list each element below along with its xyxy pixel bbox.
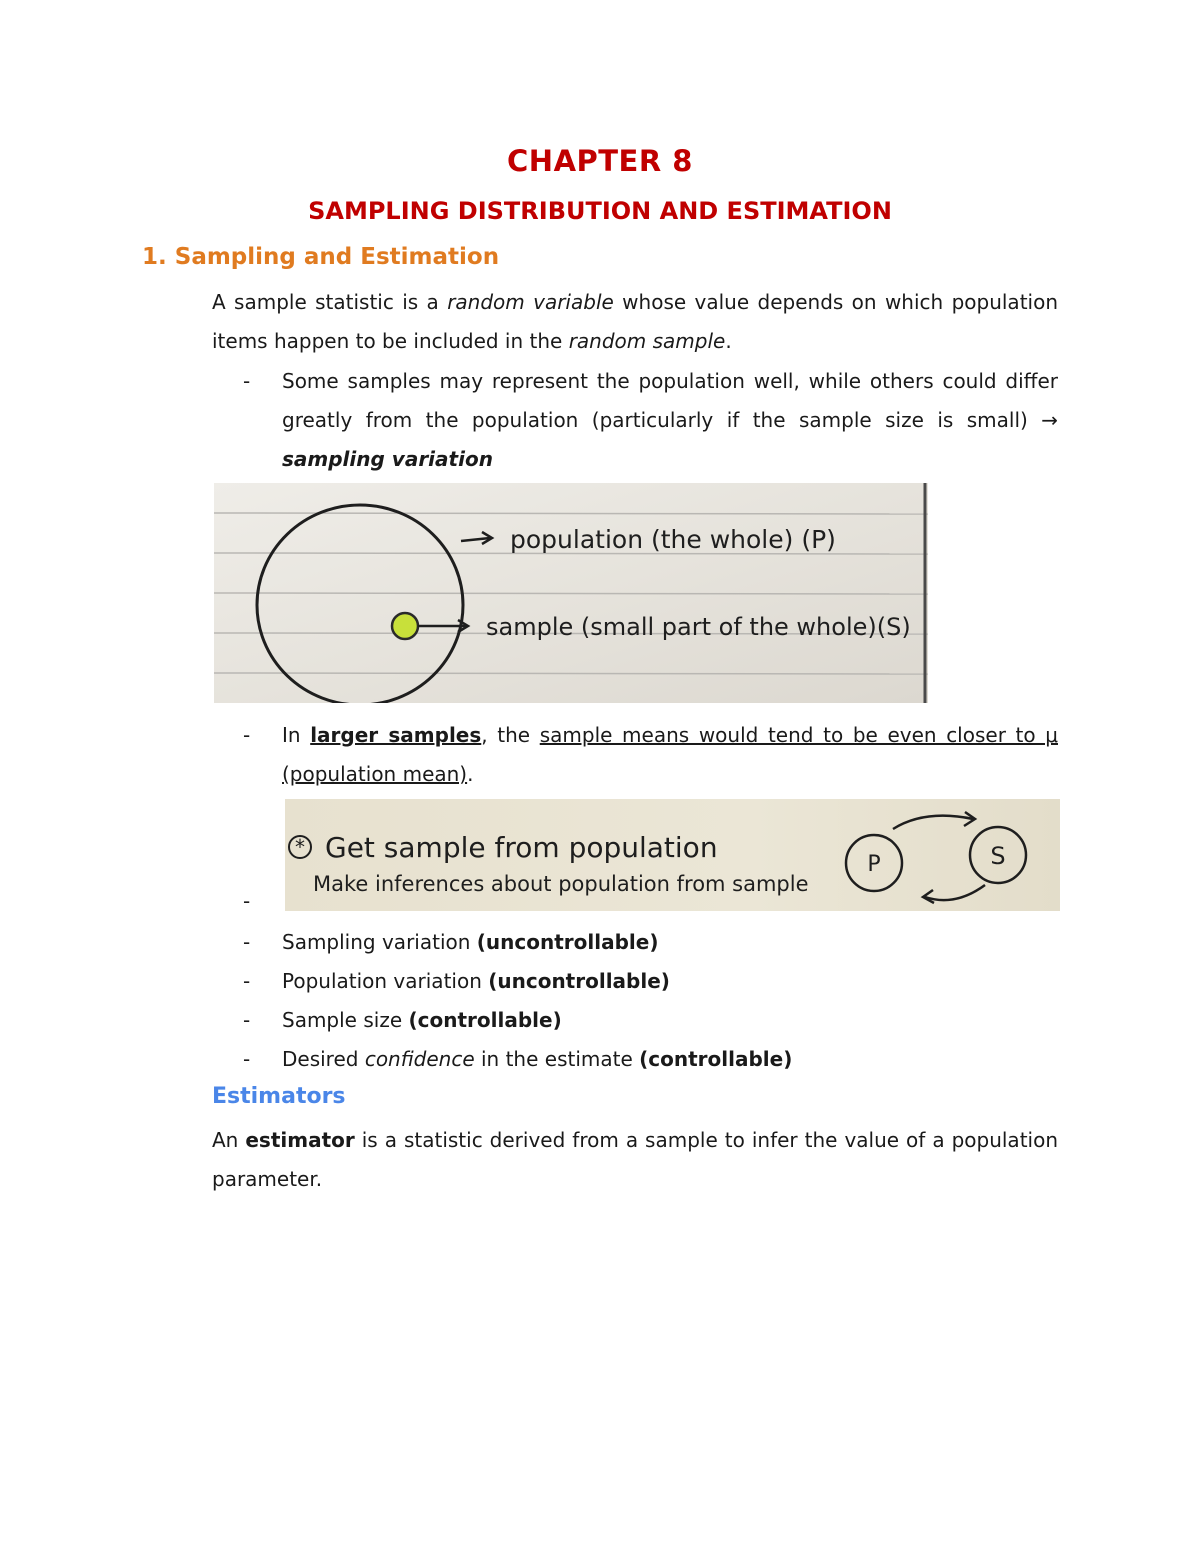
factor-text: Sample size: [282, 1008, 409, 1032]
intro-text-1: A sample statistic is a: [212, 290, 448, 314]
bullet-marker: -: [243, 369, 251, 393]
node-s-label: S: [990, 842, 1006, 870]
intro-text-3: .: [725, 329, 732, 353]
bullet-marker: -: [243, 889, 251, 913]
intro-italic-random-variable: random variable: [447, 290, 614, 314]
bullet2-bold-larger-samples: larger samples: [310, 723, 482, 747]
intro-paragraph: [212, 283, 1058, 361]
factor-item: [282, 1001, 1058, 1040]
bullet-marker: -: [243, 723, 251, 747]
sample-dot: [392, 613, 418, 639]
factor-text: Sampling variation: [282, 930, 477, 954]
factor-bold: (uncontrollable): [488, 969, 670, 993]
population-sample-sketch: [214, 483, 928, 703]
estimators-bold: estimator: [245, 1128, 355, 1152]
bullet-marker: -: [243, 969, 251, 993]
bullet2-text-2: , the: [481, 723, 540, 747]
bullet1-text: Some samples may represent the population well, while others could differ greatly from the population (particularly if the sample size is small) →: [282, 369, 1058, 432]
inference-line-1: Get sample from population: [325, 831, 718, 864]
factor-item: [282, 923, 1058, 962]
estimators-paragraph: [212, 1121, 1058, 1199]
label-population: population (the whole) (P): [510, 525, 836, 554]
estimators-text-2: is a statistic derived from a sample to infer the value of a population parameter.: [212, 1128, 1059, 1191]
estimators-text-1: An: [212, 1128, 246, 1152]
bullet-marker: -: [243, 1008, 251, 1032]
intro-italic-random-sample: random sample: [568, 329, 726, 353]
chapter-title: CHAPTER 8: [507, 144, 693, 178]
factor-bold: (controllable): [408, 1008, 562, 1032]
star-icon: *: [295, 835, 305, 859]
inference-photo: [285, 799, 1060, 911]
bullet-larger-samples: [282, 716, 1058, 794]
factor-text-mid: in the estimate: [474, 1047, 640, 1071]
node-p-label: P: [867, 852, 881, 877]
factor-italic: confidence: [364, 1047, 475, 1071]
factor-bold: (uncontrollable): [476, 930, 659, 954]
intro-text-2: whose value depends on which population items happen to be included in the: [212, 290, 1059, 353]
inference-sketch: [285, 799, 1060, 911]
factor-text: Desired: [282, 1047, 365, 1071]
chapter-subtitle: SAMPLING DISTRIBUTION AND ESTIMATION: [308, 197, 892, 225]
factor-item: [282, 1040, 1058, 1079]
bullet2-underlined: sample means would tend to be even closer to μ (population mean): [282, 723, 1058, 786]
estimators-heading: Estimators: [212, 1084, 346, 1109]
inference-line-2: Make inferences about population from sample: [313, 872, 809, 896]
bullet2-text-3: .: [467, 762, 474, 786]
bullet-marker: -: [243, 930, 251, 954]
label-sample: sample (small part of the whole)(S): [486, 613, 911, 641]
bullet-sampling-variation: [282, 362, 1058, 479]
factor-bold: (controllable): [639, 1047, 793, 1071]
section-heading: 1. Sampling and Estimation: [142, 244, 500, 270]
bullet2-text-1: In: [282, 723, 311, 747]
bullet-marker: -: [243, 1047, 251, 1071]
bullet1-bold: sampling variation: [282, 447, 493, 471]
factor-item: [282, 962, 1058, 1001]
factor-text: Population variation: [282, 969, 489, 993]
population-sample-photo: [214, 483, 928, 703]
